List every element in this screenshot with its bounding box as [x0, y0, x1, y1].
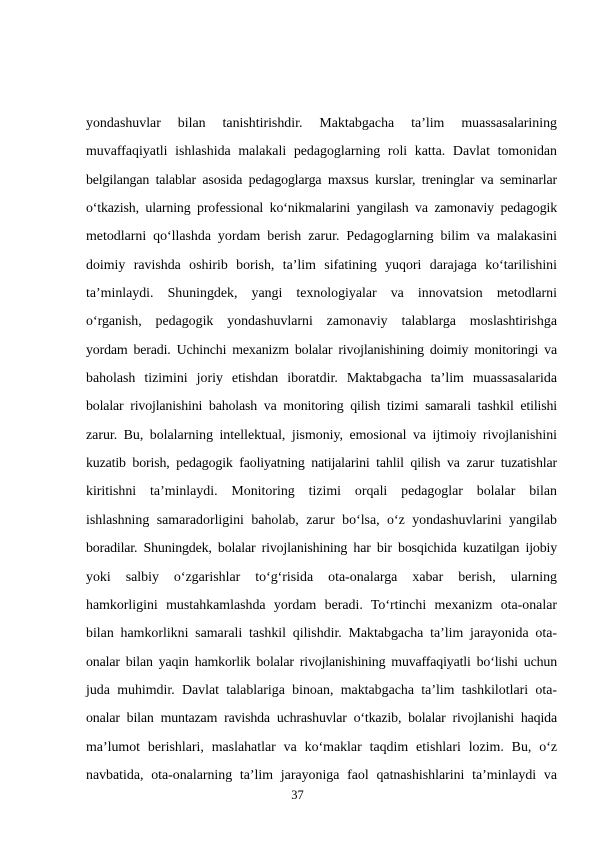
text-line: yoki salbiy o‘zgarishlar to‘g‘risida ota-onalarga xabar berish, ularning: [86, 569, 557, 585]
text-line: doimiy ravishda oshirib borish, ta’lim sifatining yuqori darajaga ko‘tarilishini: [86, 257, 557, 273]
text-line: kuzatib borish, pedagogik faoliyatning natijalarini tahlil qilish va zarur tuzatishlar: [86, 456, 557, 472]
text-line: hamkorligini mustahkamlashda yordam beradi. To‘rtinchi mexanizm ota-onalar: [86, 597, 557, 613]
text-line: navbatida, ota-onalarning ta’lim jarayoniga faol qatnashishlarini ta’minlaydi va: [86, 767, 557, 783]
text-line: ishlashning samaradorligini baholab, zarur bo‘lsa, o‘z yondashuvlarini yangilab: [86, 512, 557, 528]
text-line: juda muhimdir. Davlat talablariga binoan, maktabgacha ta’lim tashkilotlari ota-: [86, 682, 557, 698]
text-line: muvaffaqiyatli ishlashida malakali pedagoglarning roli katta. Davlat tomonidan: [86, 144, 557, 160]
text-line: bolalar rivojlanishini baholash va monitoring qilish tizimi samarali tashkil etilishi: [86, 399, 557, 415]
text-line: boradilar. Shuningdek, bolalar rivojlanishining har bir bosqichida kuzatilgan ijobiy: [86, 541, 557, 557]
text-line: ma’lumot berishlari, maslahatlar va ko‘maklar taqdim etishlari lozim. Bu, o‘z: [86, 739, 557, 755]
text-line: kiritishni ta’minlaydi. Monitoring tizimi orqali pedagoglar bolalar bilan: [86, 484, 557, 500]
text-line: ta’minlaydi. Shuningdek, yangi texnologiyalar va innovatsion metodlarni: [86, 286, 557, 302]
text-line: o‘rganish, pedagogik yondashuvlarni zamonaviy talablarga moslashtirishga: [86, 314, 557, 330]
text-line: metodlarni qo‘llashda yordam berish zarur. Pedagoglarning bilim va malakasini: [86, 229, 557, 245]
text-line: onalar bilan muntazam ravishda uchrashuvlar o‘tkazib, bolalar rivojlanishi haqida: [86, 711, 557, 727]
text-line: baholash tizimini joriy etishdan iboratdir. Maktabgacha ta’lim muassasalarida: [86, 371, 557, 387]
text-line: bilan hamkorlikni samarali tashkil qilishdir. Maktabgacha ta’lim jarayonida ota-: [86, 626, 557, 642]
text-line: onalar bilan yaqin hamkorlik bolalar rivojlanishining muvaffaqiyatli bo‘lishi uchun: [86, 654, 557, 670]
text-line: yordam beradi. Uchinchi mexanizm bolalar rivojlanishining doimiy monitoringi va: [86, 342, 557, 358]
page-number: 37: [291, 788, 304, 802]
text-line: zarur. Bu, bolalarning intellektual, jismoniy, emosional va ijtimoiy rivojlanishini: [86, 427, 557, 443]
text-line: belgilangan talablar asosida pedagoglarga maxsus kurslar, treninglar va seminarlar: [86, 172, 557, 188]
body-text: [86, 110, 557, 790]
text-line: o‘tkazish, ularning professional ko‘nikmalarini yangilash va zamonaviy pedagogik: [86, 201, 557, 217]
text-line: yondashuvlar bilan tanishtirishdir. Maktabgacha ta’lim muassasalarining: [86, 116, 557, 131]
